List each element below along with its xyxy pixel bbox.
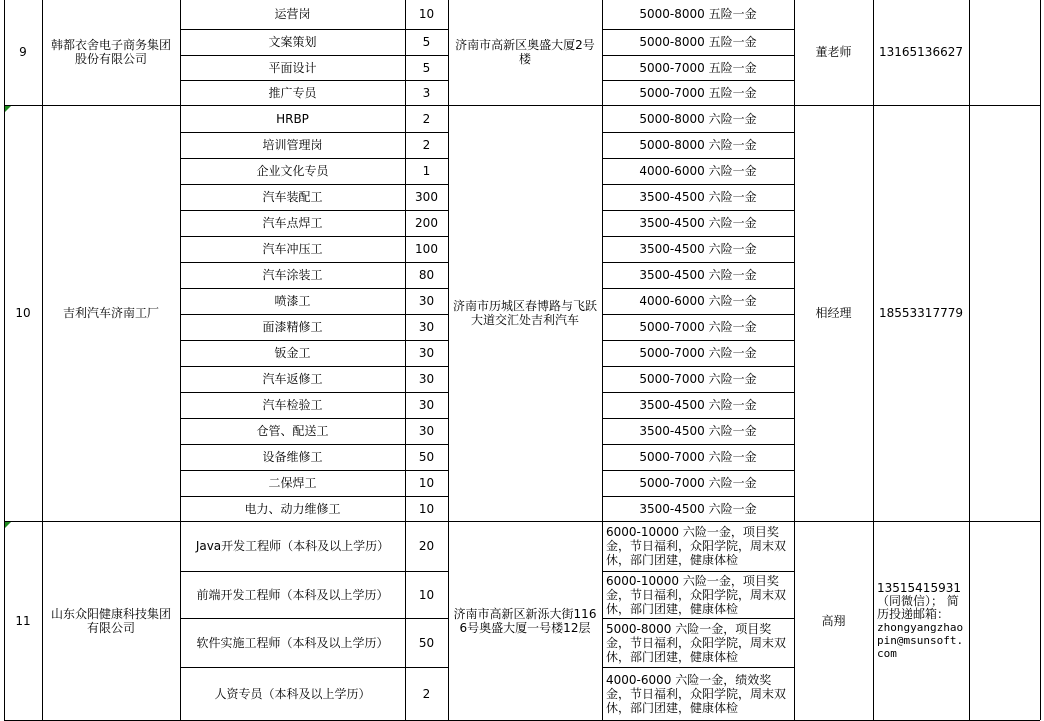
grid-line	[602, 288, 794, 289]
grid-line	[180, 55, 448, 56]
grid-line	[602, 444, 794, 445]
grid-line	[42, 0, 43, 720]
grid-line	[180, 0, 181, 720]
headcount[interactable]: 50	[418, 635, 435, 650]
grid-line	[602, 392, 794, 393]
job-title[interactable]: 人资专员（本科及以上学历）	[214, 686, 371, 701]
grid-line	[180, 314, 448, 315]
grid-line	[794, 0, 795, 720]
grid-line	[602, 470, 794, 471]
grid-line	[405, 0, 406, 720]
headcount[interactable]: 30	[418, 372, 435, 386]
headcount[interactable]: 2	[422, 686, 431, 701]
headcount[interactable]: 30	[418, 294, 435, 308]
contact-person[interactable]: 相经理	[815, 306, 852, 320]
grid-line	[180, 288, 448, 289]
grid-line	[602, 158, 794, 159]
grid-line	[602, 236, 794, 237]
job-title[interactable]: 汽车涂装工	[262, 268, 323, 282]
headcount[interactable]: 30	[418, 320, 435, 334]
salary-benefits[interactable]: 5000-7000 六险一金	[639, 372, 757, 386]
grid-line	[602, 29, 794, 30]
job-title[interactable]: Java开发工程师（本科及以上学历）	[195, 539, 390, 553]
headcount[interactable]: 20	[418, 539, 435, 553]
grid-line	[602, 366, 794, 367]
contact-phone[interactable]	[873, 521, 969, 720]
salary-benefits[interactable]: 5000-7000 五险一金	[639, 85, 757, 100]
job-title[interactable]: 二保焊工	[268, 476, 317, 490]
salary-benefits[interactable]: 5000-8000 六险一金	[639, 111, 757, 126]
job-title[interactable]: 企业文化专员	[256, 164, 329, 178]
job-title[interactable]: 电力、动力维修工	[244, 501, 341, 516]
grid-line	[180, 132, 448, 133]
salary-benefits[interactable]: 4000-6000 六险一金	[639, 164, 757, 178]
grid-line	[602, 618, 794, 619]
salary-benefits[interactable]: 5000-7000 五险一金	[639, 60, 757, 75]
grid-line	[602, 55, 794, 56]
salary-benefits[interactable]: 3500-4500 六险一金	[639, 242, 757, 256]
headcount[interactable]: 80	[418, 268, 435, 282]
salary-benefits[interactable]: 3500-4500 六险一金	[639, 501, 757, 516]
headcount[interactable]: 300	[415, 190, 438, 204]
job-title[interactable]: HRBP	[276, 111, 309, 126]
contact-person[interactable]: 董老师	[815, 44, 852, 59]
job-title[interactable]: 汽车返修工	[262, 372, 323, 386]
grid-line	[180, 470, 448, 471]
headcount[interactable]: 200	[415, 216, 438, 230]
grid-line	[180, 618, 448, 619]
grid-line	[602, 496, 794, 497]
grid-line	[180, 29, 448, 30]
email-address[interactable]: zhongyangzhaopin@msunsoft.com	[877, 620, 964, 660]
grid-line	[602, 314, 794, 315]
grid-line	[873, 0, 874, 720]
grid-line	[602, 0, 603, 720]
grid-line	[180, 392, 448, 393]
grid-line	[180, 418, 448, 419]
salary-benefits[interactable]: 3500-4500 六险一金	[639, 424, 757, 438]
salary-benefits[interactable]: 3500-4500 六险一金	[639, 190, 757, 204]
work-address[interactable]: 济南市高新区新泺大街1166号奥盛大厦一号楼12层	[453, 606, 597, 635]
job-title[interactable]: 汽车检验工	[262, 398, 323, 412]
contact-person[interactable]: 高翔	[821, 613, 846, 628]
salary-benefits[interactable]: 6000-10000 六险一金，项目奖金，节日福利，众阳学院，周末双休，部门团建，健康体检	[606, 573, 787, 616]
company-name[interactable]: 山东众阳健康科技集团有限公司	[50, 606, 171, 635]
work-address[interactable]: 济南市高新区奥盛大厦2号楼	[455, 37, 595, 66]
company-name[interactable]: 韩都衣舍电子商务集团股份有限公司	[50, 37, 171, 66]
headcount[interactable]: 10	[418, 6, 435, 21]
grid-line	[602, 340, 794, 341]
job-title[interactable]: 面漆精修工	[262, 320, 323, 334]
headcount[interactable]: 10	[418, 476, 435, 490]
grid-line	[180, 340, 448, 341]
remarks-cell[interactable]	[969, 105, 1040, 521]
grid-line	[602, 571, 794, 572]
headcount[interactable]: 5	[422, 35, 431, 49]
grid-line	[602, 210, 794, 211]
row-number[interactable]: 9	[19, 44, 27, 59]
headcount[interactable]: 100	[415, 242, 438, 256]
grid-line	[180, 496, 448, 497]
job-title[interactable]: 汽车点焊工	[262, 216, 323, 230]
salary-benefits[interactable]: 4000-6000 六险一金，绩效奖金，节日福利，众阳学院，周末双休，部门团建，健康体检	[606, 672, 787, 715]
job-title[interactable]: 汽车装配工	[262, 190, 323, 204]
remarks-cell[interactable]	[969, 0, 1040, 105]
row-number[interactable]: 10	[15, 306, 31, 320]
grid-line	[180, 366, 448, 367]
headcount[interactable]: 30	[418, 424, 435, 438]
cell-comment-marker	[5, 106, 11, 112]
grid-line	[969, 0, 970, 720]
job-title[interactable]: 汽车冲压工	[262, 242, 323, 256]
contact-phone[interactable]: 13165136627	[879, 44, 963, 59]
phone-text: 13515415931（同微信）； 简历投递邮箱：	[877, 580, 961, 621]
grid-line	[448, 0, 449, 720]
job-title[interactable]: 培训管理岗	[262, 138, 323, 152]
salary-benefits[interactable]: 3500-4500 六险一金	[639, 398, 757, 412]
headcount[interactable]: 5	[422, 60, 431, 75]
job-title[interactable]: 前端开发工程师（本科及以上学历）	[196, 587, 389, 602]
headcount[interactable]: 2	[422, 111, 431, 126]
salary-benefits[interactable]: 3500-4500 六险一金	[639, 216, 757, 230]
job-title[interactable]: 喷漆工	[274, 294, 311, 308]
salary-benefits[interactable]: 5000-7000 六险一金	[639, 450, 757, 464]
headcount[interactable]: 30	[418, 346, 435, 360]
headcount[interactable]: 3	[422, 85, 431, 100]
job-title[interactable]: 设备维修工	[262, 450, 323, 464]
grid-line	[602, 184, 794, 185]
remarks-cell[interactable]	[969, 521, 1040, 720]
job-title[interactable]: 软件实施工程师（本科及以上学历）	[196, 635, 389, 650]
job-title[interactable]: 推广专员	[268, 85, 317, 100]
headcount[interactable]: 1	[422, 164, 431, 178]
job-title[interactable]: 平面设计	[268, 60, 317, 75]
grid-line	[4, 0, 5, 720]
company-name[interactable]: 吉利汽车济南工厂	[62, 306, 159, 320]
grid-line	[180, 184, 448, 185]
grid-line	[602, 667, 794, 668]
grid-line	[180, 210, 448, 211]
job-title[interactable]: 仓管、配送工	[256, 424, 329, 438]
job-title[interactable]: 钣金工	[274, 346, 311, 360]
headcount[interactable]: 30	[418, 398, 435, 412]
headcount[interactable]: 10	[418, 587, 435, 602]
salary-benefits[interactable]: 5000-7000 六险一金	[639, 346, 757, 360]
contact-phone[interactable]: 18553317779	[879, 306, 963, 320]
cell-comment-marker	[5, 522, 11, 528]
salary-benefits[interactable]: 5000-8000 六险一金	[639, 138, 757, 152]
salary-benefits[interactable]: 5000-7000 六险一金	[639, 476, 757, 490]
grid-line	[180, 262, 448, 263]
salary-benefits[interactable]: 5000-7000 六险一金	[639, 320, 757, 334]
salary-benefits[interactable]: 5000-8000 六险一金，项目奖金，节日福利，众阳学院，周末双休，部门团建，健康体检	[606, 621, 787, 664]
work-address[interactable]: 济南市历城区春博路与飞跃大道交汇处吉利汽车	[452, 299, 597, 327]
job-title[interactable]: 运营岗	[274, 6, 311, 21]
job-title[interactable]: 文案策划	[268, 35, 317, 49]
headcount[interactable]: 50	[418, 450, 435, 464]
headcount[interactable]: 2	[422, 138, 431, 152]
grid-line	[180, 667, 448, 668]
row-number[interactable]: 11	[15, 613, 31, 628]
grid-line	[180, 444, 448, 445]
grid-line	[1040, 0, 1041, 720]
salary-benefits[interactable]: 5000-8000 五险一金	[639, 6, 757, 21]
grid-line	[602, 132, 794, 133]
grid-line	[602, 262, 794, 263]
grid-line	[180, 80, 448, 81]
salary-benefits[interactable]: 5000-8000 五险一金	[639, 35, 757, 49]
grid-line	[180, 236, 448, 237]
grid-line	[602, 80, 794, 81]
salary-benefits[interactable]: 6000-10000 六险一金，项目奖金，节日福利，众阳学院，周末双休，部门团建，健康体检	[606, 525, 787, 567]
grid-line	[602, 418, 794, 419]
grid-line	[180, 571, 448, 572]
salary-benefits[interactable]: 4000-6000 六险一金	[639, 294, 757, 308]
headcount[interactable]: 10	[418, 501, 435, 516]
salary-benefits[interactable]: 3500-4500 六险一金	[639, 268, 757, 282]
grid-line	[180, 158, 448, 159]
